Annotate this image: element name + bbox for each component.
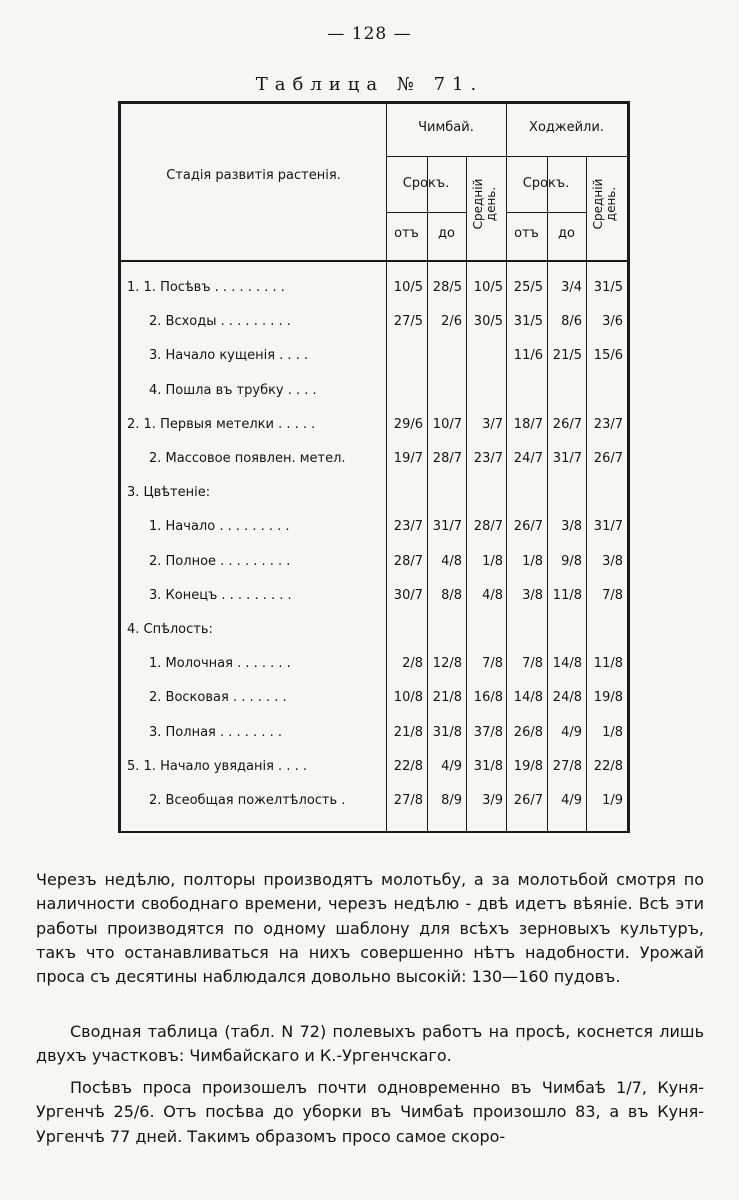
- khodzheyli-header: Ходжейли.: [529, 120, 604, 135]
- row-label: 2. Восковая . . . . . . .: [149, 690, 287, 706]
- row-label: 2. 1. Первыя метелки . . . . .: [127, 416, 316, 432]
- date-cell: 19/7: [393, 451, 423, 466]
- row-label: 3. Цвѣтеніе:: [127, 485, 211, 501]
- date-cell: 30/5: [473, 314, 503, 330]
- row-label: 3. Полная . . . . . . . .: [149, 724, 282, 740]
- date-cell: 8/6: [561, 314, 582, 330]
- date-cell: 27/5: [393, 314, 423, 330]
- date-cell: 22/8: [593, 758, 623, 774]
- date-cell: 3/8: [522, 587, 543, 603]
- date-cell: 30/7: [393, 587, 423, 603]
- date-cell: 2/8: [402, 656, 423, 672]
- date-cell: 21/5: [552, 348, 582, 364]
- date-cell: 28/7: [473, 519, 503, 535]
- date-cell: 9/8: [561, 553, 582, 569]
- table-row: [121, 480, 627, 506]
- date-cell: 16/8: [473, 690, 503, 706]
- date-cell: 7/8: [482, 656, 503, 672]
- date-cell: 37/8: [473, 724, 503, 740]
- paragraph-text: Посѣвъ проса произошелъ почти одновременно въ Чимбаѣ 1/7, Куня-Ургенчѣ 25/6. Отъ посѣва до уборки въ Чимбаѣ произошло 83, а въ Куня-Ургенчѣ 77 дней. Такимъ образомъ просо самое скоро-: [36, 1078, 704, 1146]
- table-row: [121, 549, 627, 575]
- date-cell: 26/7: [593, 451, 623, 466]
- date-cell: 24/8: [552, 690, 582, 706]
- paragraph-text: Сводная таблица (табл. N 72) полевыхъ работъ на просѣ, коснется лишь двухъ участковъ: Чимбайскаго и К.-Ургенчскаго.: [36, 1022, 704, 1066]
- date-cell: 27/8: [393, 793, 423, 808]
- table-row: [121, 788, 627, 814]
- date-cell: 3/8: [602, 553, 623, 569]
- date-cell: 14/8: [513, 690, 543, 706]
- date-cell: 26/8: [513, 724, 543, 740]
- date-cell: 8/8: [441, 587, 462, 603]
- date-cell: 3/6: [602, 314, 623, 330]
- date-cell: 11/8: [552, 587, 582, 603]
- date-cell: 1/8: [522, 553, 543, 569]
- row-label: 2. Полное . . . . . . . . .: [149, 553, 291, 569]
- date-cell: 29/6: [393, 416, 423, 432]
- date-cell: 8/9: [441, 793, 462, 808]
- table-row: [121, 583, 627, 609]
- row-label: 4. Спѣлость:: [127, 622, 213, 637]
- date-cell: 18/7: [513, 416, 543, 432]
- date-cell: 11/6: [513, 348, 543, 364]
- date-cell: 31/8: [473, 758, 503, 774]
- date-cell: 3/7: [482, 416, 503, 432]
- date-cell: 4/9: [561, 724, 582, 740]
- date-cell: 15/6: [593, 348, 623, 364]
- row-divider: [506, 212, 586, 213]
- date-cell: 7/8: [522, 656, 543, 672]
- chimbay-avg-day-header: Средній день.: [471, 178, 498, 230]
- chimbay-from-header: отъ: [394, 226, 419, 241]
- table-row: [121, 343, 627, 369]
- date-cell: 1/8: [482, 553, 503, 569]
- stage-header: Стадія развитія растенія.: [166, 168, 341, 183]
- date-cell: 7/8: [602, 587, 623, 603]
- chimbay-term-header: Срокъ.: [402, 176, 450, 191]
- khodzheyli-term-header: Срокъ.: [522, 176, 570, 191]
- table-row: [121, 446, 627, 472]
- date-cell: 31/7: [552, 451, 582, 466]
- date-cell: 31/7: [593, 519, 623, 535]
- date-cell: 4/8: [482, 587, 503, 603]
- khodzheyli-to-header: до: [558, 226, 575, 241]
- row-label: 1. 1. Посѣвъ . . . . . . . . .: [127, 280, 285, 295]
- row-label: 2. Всходы . . . . . . . . .: [149, 314, 291, 330]
- row-label: 2. Массовое появлен. метел.: [149, 451, 346, 466]
- date-cell: 14/8: [552, 656, 582, 672]
- date-cell: 23/7: [473, 451, 503, 466]
- row-divider: [386, 212, 466, 213]
- page-number: — 128 —: [327, 24, 412, 44]
- date-cell: 4/8: [441, 553, 462, 569]
- khodzheyli-avg-day-header: Средній день.: [591, 178, 618, 230]
- table-row: [121, 617, 627, 643]
- date-cell: 28/7: [432, 451, 462, 466]
- date-cell: 31/7: [432, 519, 462, 535]
- row-label: 1. Молочная . . . . . . .: [149, 656, 291, 672]
- phenology-table: [118, 101, 630, 833]
- date-cell: 27/8: [552, 758, 582, 774]
- date-cell: 25/5: [513, 280, 543, 295]
- date-cell: 4/9: [561, 793, 582, 808]
- date-cell: 31/8: [432, 724, 462, 740]
- date-cell: 3/4: [561, 280, 582, 295]
- paragraph: [36, 1076, 704, 1149]
- date-cell: 22/8: [393, 758, 423, 774]
- date-cell: 21/8: [432, 690, 462, 706]
- date-cell: 19/8: [593, 690, 623, 706]
- date-cell: 10/7: [432, 416, 462, 432]
- date-cell: 21/8: [393, 724, 423, 740]
- row-divider: [386, 156, 627, 157]
- table-row: [121, 651, 627, 677]
- date-cell: 3/8: [561, 519, 582, 535]
- row-label: 5. 1. Начало увяданія . . . .: [127, 758, 307, 774]
- khodzheyli-from-header: отъ: [514, 226, 539, 241]
- row-label: 3. Начало кущенія . . . .: [149, 348, 309, 364]
- date-cell: 4/9: [441, 758, 462, 774]
- row-label: 4. Пошла въ трубку . . . .: [149, 382, 317, 398]
- table-row: [121, 378, 627, 404]
- date-cell: 10/5: [393, 280, 423, 295]
- table-row: [121, 309, 627, 335]
- row-label: 2. Всеобщая пожелтѣлость .: [149, 793, 346, 808]
- table-row: [121, 412, 627, 438]
- header-rule: [121, 260, 627, 262]
- table-title: Таблица № 71.: [255, 74, 484, 95]
- row-label: 1. Начало . . . . . . . . .: [149, 519, 290, 535]
- date-cell: 31/5: [513, 314, 543, 330]
- date-cell: 10/5: [473, 280, 503, 295]
- paragraph: [36, 1020, 704, 1069]
- date-cell: 23/7: [593, 416, 623, 432]
- date-cell: 12/8: [432, 656, 462, 672]
- table-row: [121, 514, 627, 540]
- date-cell: 26/7: [513, 793, 543, 808]
- table-row: [121, 754, 627, 780]
- date-cell: 26/7: [513, 519, 543, 535]
- chimbay-header: Чимбай.: [418, 120, 474, 135]
- paragraph-text: Черезъ недѣлю, полторы производятъ молотьбу, а за молотьбой смотря по наличности свободнаго времени, черезъ недѣлю - двѣ идетъ вѣяніе. Всѣ эти работы производятся по одному шаблону для всѣхъ зерновыхъ культуръ, такъ что останавливаться на нихъ совершенно нѣтъ надобности. Урожай проса съ десятины наблюдался довольно высокій: 130—160 пудовъ.: [36, 870, 704, 987]
- date-cell: 23/7: [393, 519, 423, 535]
- date-cell: 26/7: [552, 416, 582, 432]
- date-cell: 1/8: [602, 724, 623, 740]
- date-cell: 31/5: [593, 280, 623, 295]
- date-cell: 2/6: [441, 314, 462, 330]
- row-label: 3. Конецъ . . . . . . . . .: [149, 587, 292, 603]
- table-row: [121, 685, 627, 711]
- date-cell: 19/8: [513, 758, 543, 774]
- date-cell: 28/7: [393, 553, 423, 569]
- date-cell: 28/5: [432, 280, 462, 295]
- chimbay-to-header: до: [438, 226, 455, 241]
- date-cell: 11/8: [593, 656, 623, 672]
- date-cell: 3/9: [482, 793, 503, 808]
- date-cell: 24/7: [513, 451, 543, 466]
- table-row: [121, 720, 627, 746]
- table-row: [121, 275, 627, 301]
- paragraph: [36, 868, 704, 989]
- date-cell: 1/9: [602, 793, 623, 808]
- date-cell: 10/8: [393, 690, 423, 706]
